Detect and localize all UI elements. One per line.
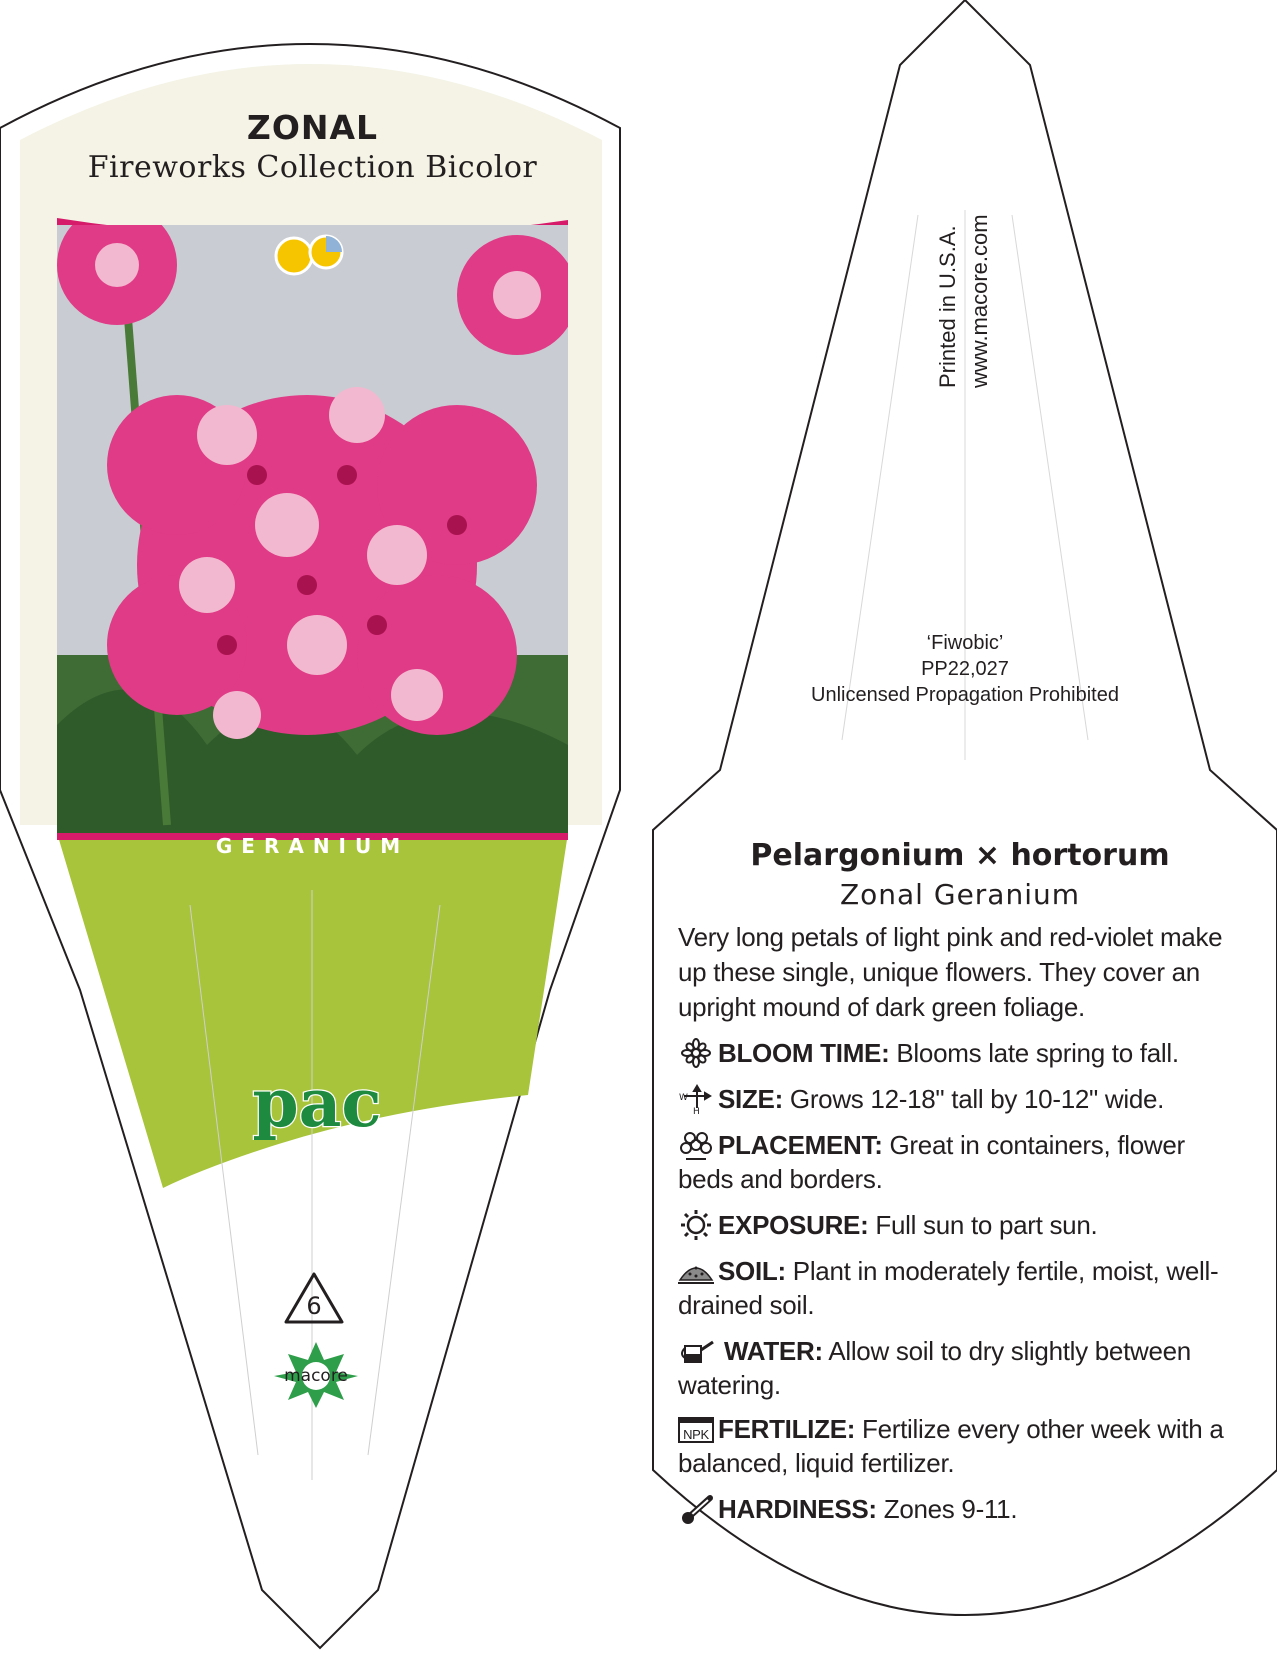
macore-logo <box>268 1340 364 1410</box>
info-text: Allow soil to dry slightly between watering. <box>678 1336 1191 1400</box>
placement-icon <box>678 1130 714 1160</box>
recycle-number: 6 <box>306 1292 322 1320</box>
info-placement <box>678 1128 1243 1196</box>
pac-logo <box>212 1060 422 1140</box>
info-label: BLOOM TIME: <box>718 1038 890 1068</box>
variety-name: ‘Fiwobic’ <box>926 632 1004 654</box>
pac-logo-text: pac <box>252 1064 382 1140</box>
thermometer-icon <box>678 1494 714 1524</box>
svg-text:W: W <box>679 1093 688 1103</box>
info-text: Plant in moderately fertile, moist, well-drained soil. <box>678 1256 1219 1320</box>
printer-info <box>935 198 1195 398</box>
propagation-notice: Unlicensed Propagation Prohibited <box>811 684 1119 706</box>
info-label: HARDINESS: <box>718 1494 877 1524</box>
patent-number: PP22,027 <box>921 658 1009 680</box>
info-hardiness <box>678 1492 1243 1526</box>
macore-logo-text: macore <box>284 1366 348 1386</box>
info-water <box>678 1334 1243 1402</box>
info-label: FERTILIZE: <box>718 1414 856 1444</box>
info-text: Great in containers, flower beds and borders. <box>678 1130 1185 1194</box>
info-label: WATER: <box>724 1336 823 1366</box>
info-label: SIZE: <box>718 1084 783 1114</box>
info-text: Blooms late spring to fall. <box>896 1038 1179 1068</box>
info-label: PLACEMENT: <box>718 1130 883 1160</box>
info-soil <box>678 1254 1243 1322</box>
info-label: EXPOSURE: <box>718 1210 869 1240</box>
common-name: Zonal Geranium <box>839 878 1081 911</box>
info-bloom-time <box>678 1036 1243 1070</box>
info-text: Zones 9-11. <box>883 1494 1018 1524</box>
svg-text:NPK: NPK <box>683 1427 709 1442</box>
info-fertilize <box>678 1412 1243 1480</box>
plant-category: GERANIUM <box>215 834 410 858</box>
watering-can-icon <box>678 1336 720 1366</box>
plant-description: Very long petals of light pink and red-violet make up these single, unique flowers. They cover an upright mound of dark green foliage. <box>678 922 1223 1022</box>
recycle-icon <box>282 1270 346 1328</box>
info-text: Full sun to part sun. <box>875 1210 1098 1240</box>
npk-icon <box>678 1414 714 1444</box>
size-icon <box>678 1084 714 1114</box>
svg-text:H: H <box>693 1107 700 1114</box>
info-exposure <box>678 1208 1243 1242</box>
tag-subtitle: Fireworks Collection Bicolor <box>87 150 538 185</box>
botanical-name: Pelargonium × hortorum <box>750 838 1170 873</box>
info-size <box>678 1082 1243 1116</box>
website: www.macore.com <box>967 214 992 388</box>
printed-in: Printed in U.S.A. <box>935 225 960 388</box>
soil-icon <box>678 1256 714 1286</box>
sun-exposure-icon <box>272 232 352 276</box>
patent-block <box>760 630 1170 708</box>
flower-photo <box>57 225 568 833</box>
tag-title: ZONAL <box>246 108 379 147</box>
info-text: Fertilize every other week with a balanced, liquid fertilizer. <box>678 1414 1224 1478</box>
flower-icon <box>678 1038 714 1068</box>
info-label: SOIL: <box>718 1256 786 1286</box>
sun-icon <box>678 1210 714 1240</box>
info-text: Grows 12-18" tall by 10-12" wide. <box>789 1084 1165 1114</box>
